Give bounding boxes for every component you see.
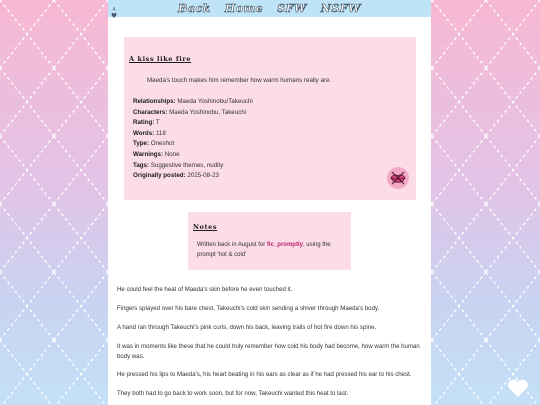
story-paragraph: He could feel the heat of Maeda's skin before he even touched it. — [117, 286, 293, 293]
notes-box — [188, 212, 351, 270]
meta-row-characters: Characters: Maeda Yoshinobu, Takeuchi — [133, 108, 247, 116]
nav-back-link[interactable]: Back — [178, 2, 211, 15]
nav-home-link[interactable]: Home — [224, 2, 264, 15]
meta-row-type: Type: Oneshot — [133, 140, 175, 148]
work-info-box — [124, 37, 416, 200]
heart-icon[interactable] — [507, 378, 529, 398]
nav-sfw-link[interactable]: SFW — [277, 2, 307, 15]
work-metadata — [133, 97, 410, 182]
meta-row-words: Words: 118 — [133, 129, 166, 137]
nav-nsfw-link[interactable]: NSFW — [320, 2, 361, 15]
like-count: 4 — [112, 7, 116, 13]
story-paragraph: He pressed his lips to Maeda's, his heart beating in his ears as clear as if he had pressed his ear to his chest. — [117, 371, 412, 378]
meta-row-tags: Tags: Suggestive themes, nudity — [133, 161, 224, 169]
work-title: A kiss like fire — [129, 55, 192, 63]
prompt-handle-link[interactable]: fic_promptly — [266, 242, 303, 248]
story-paragraph: A hand ran through Takeuchi's pink curls, down his back, leaving trails of hot fire down his spine. — [117, 324, 377, 331]
top-nav — [108, 0, 431, 17]
story-paragraph: They both had to go back to work soon, but for now, Takeuchi wanted this heat to last. — [117, 390, 349, 397]
work-summary: Maeda's touch makes him remember how warm humans really are. — [147, 77, 332, 84]
crossed-lips-icon — [387, 167, 409, 189]
like-counter[interactable] — [109, 7, 119, 20]
meta-row-warnings: Warnings: None — [133, 150, 180, 158]
meta-row-posted: Originally posted: 2025-08-23 — [133, 172, 219, 180]
story-paragraph: Fingers splayed over his bare chest, Takeuchi's cold skin sending a shiver through Maeda's body. — [117, 305, 380, 312]
notes-heading: Notes — [193, 223, 218, 231]
meta-row-relationships: Relationships: Maeda Yoshinobu/Takeuchi — [133, 98, 253, 105]
meta-row-rating: Rating: T — [133, 119, 160, 127]
heart-icon: ♥ — [110, 12, 118, 20]
notes-text: Written back in August for fic_promptly, using the prompt 'hot & cold' — [197, 242, 331, 258]
story-paragraph: It was in moments like these that he could truly remember how cold his body had become, how warm the human body was. — [117, 343, 420, 360]
